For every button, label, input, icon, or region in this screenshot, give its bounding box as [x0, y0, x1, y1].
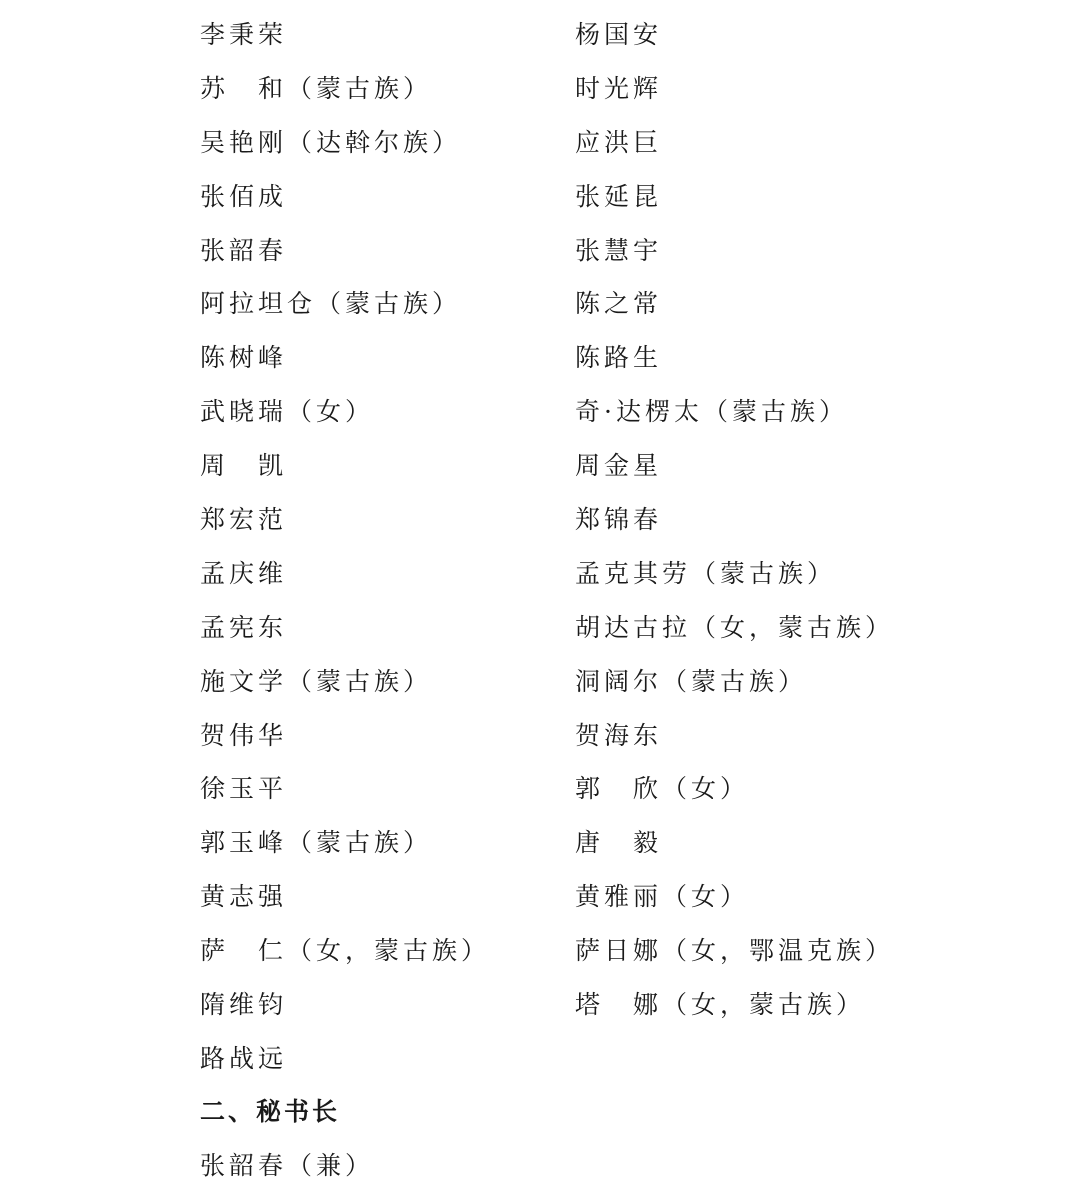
member-name: 隋维钧	[200, 990, 288, 1020]
member-name: 贺伟华	[200, 720, 288, 750]
member-name: 张韶春	[200, 235, 288, 265]
member-name: 郭玉峰（蒙古族）	[200, 828, 433, 858]
member-name: 周 凯	[200, 451, 288, 481]
member-list-left	[200, 8, 620, 1086]
member-name: 周金星	[575, 451, 663, 481]
secretary-general-name: 张韶春（兼）	[200, 1151, 375, 1180]
member-name: 吴艳刚（达斡尔族）	[200, 127, 462, 157]
member-name: 陈树峰	[200, 343, 288, 373]
member-name: 武晓瑞（女）	[200, 397, 375, 427]
member-name: 张佰成	[200, 181, 288, 211]
member-name: 塔 娜（女，蒙古族）	[575, 990, 866, 1020]
member-name: 苏 和（蒙古族）	[200, 73, 433, 103]
member-name: 郑宏范	[200, 505, 288, 535]
member-name: 郭 欣（女）	[575, 774, 750, 804]
member-name: 陈之常	[575, 289, 663, 319]
member-name: 萨日娜（女，鄂温克族）	[575, 936, 895, 966]
member-name: 洞阔尔（蒙古族）	[575, 666, 808, 696]
member-name: 杨国安	[575, 20, 663, 49]
member-name: 阿拉坦仓（蒙古族）	[200, 289, 462, 319]
member-name: 陈路生	[575, 343, 663, 373]
member-name: 徐玉平	[200, 774, 288, 804]
member-name: 张延昆	[575, 181, 663, 211]
member-name: 时光辉	[575, 73, 663, 103]
member-name: 孟宪东	[200, 612, 288, 642]
member-name: 贺海东	[575, 720, 663, 750]
section-heading-secretary-general: 二、秘书长	[200, 1097, 341, 1126]
member-name: 唐 毅	[575, 828, 663, 858]
member-name: 路战远	[200, 1043, 288, 1073]
member-name: 黄雅丽（女）	[575, 882, 750, 912]
member-name: 李秉荣	[200, 20, 288, 49]
member-name: 孟克其劳（蒙古族）	[575, 558, 837, 588]
member-name: 胡达古拉（女，蒙古族）	[575, 612, 895, 642]
member-list-right	[575, 8, 995, 1032]
member-name: 郑锦春	[575, 505, 663, 535]
member-name: 施文学（蒙古族）	[200, 666, 433, 696]
member-name: 萨 仁（女，蒙古族）	[200, 936, 491, 966]
member-name: 奇·达楞太（蒙古族）	[575, 397, 848, 427]
member-name: 张慧宇	[575, 235, 663, 265]
member-name: 黄志强	[200, 882, 288, 912]
member-name: 应洪巨	[575, 127, 663, 157]
member-name: 孟庆维	[200, 558, 288, 588]
